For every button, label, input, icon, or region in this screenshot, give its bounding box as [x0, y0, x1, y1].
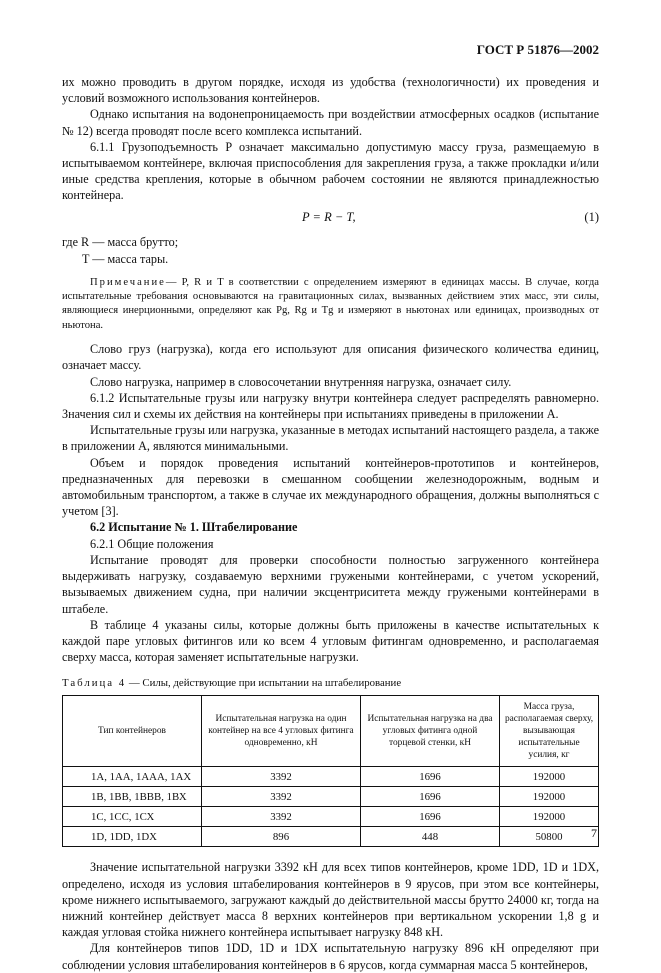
table-cell: 192000: [500, 787, 599, 807]
page-body: [62, 40, 599, 973]
note-label: Примечание: [90, 276, 166, 288]
table-row: [63, 807, 599, 827]
paragraph: Слово груз (нагрузка), когда его используют для описания физического количества единиц, означает массу.: [62, 342, 599, 373]
paragraph: Объем и порядок проведения испытаний контейнеров-прототипов и контейнеров, предназначенных для перевозки в смешанном сообщении железнодорожным, водным и автомобильным транспортом, а также в случае их международного обращения, должны выполняться с учетом [3].: [62, 455, 599, 519]
table-cell: 50800: [500, 827, 599, 847]
table-cell: 3392: [202, 787, 361, 807]
table-row: [63, 767, 599, 787]
note-text: — P, R и T в соответствии с определением измеряют в единицах массы. В случае, когда испытательные требования основываются на гравитационных силах, вызванных действием этих масс, эти силы, являющиеся инерционными, определяют как Pg, Rg и Tg и измеряют в ньютонах или единицах, производных от ньютона.: [62, 276, 599, 331]
formula-expression: P = R − T,: [302, 209, 356, 224]
table-row: [63, 787, 599, 807]
paragraph: Для контейнеров типов 1DD, 1D и 1DX испытательную нагрузку 896 кН определяют при соблюдении условия штабелирования контейнеров в 6 ярусов, когда суммарная масса 5 контейнеров,: [62, 941, 599, 972]
document-header: ГОСТ Р 51876—2002: [476, 42, 599, 57]
table-header-cell: Испытательная нагрузка на два угловых фитинга одной торцевой стенки, кН: [361, 696, 500, 767]
paragraph: Значение испытательной нагрузки 3392 кН для всех типов контейнеров, кроме 1DD, 1D и 1DX, определено, исходя из условия штабелирования контейнеров в 9 ярусов, при этом все контейнеры, кроме нижнего испытываемого, загружают каждый до действительной массы брутто 24000 кг, тогда на нижний контейнер действует масса 8 верхних контейнеров при вертикальном ускорении 1,8 g и каждая угловая стойка нижнего контейнера испытывает нагрузку 848 кН.: [62, 860, 599, 940]
table-header-cell: Тип контейнеров: [63, 696, 202, 767]
formula-legend: [62, 234, 599, 268]
table-cell: 192000: [500, 767, 599, 787]
paragraph: Однако испытания на водонепроницаемость при воздействии атмосферных осадков (испытание № 12) всегда проводят после всего комплекса испытаний.: [62, 107, 599, 138]
table-header-cell: Испытательная нагрузка на один контейнер на все 4 угловых фитинга одновременно, кН: [202, 696, 361, 767]
note: [62, 276, 599, 334]
legend-line: T — масса тары.: [82, 251, 169, 266]
table-header-cell: Масса груза, располагаемая сверху, вызывающая испытательные усилия, кг: [500, 696, 599, 767]
table-cell: 448: [361, 827, 500, 847]
paragraph: 6.1.1 Грузоподъемность P означает максимально допустимую массу груза, размещаемую в испытываемом контейнере, включая приспособления для закрепления груза, а также прокладки и/или иные средства крепления, которые в обычном рабочем состоянии не являются принадлежностью контейнера.: [62, 139, 599, 203]
formula-block: [62, 204, 599, 234]
table-cell: 3392: [202, 807, 361, 827]
table-cell: 1696: [361, 807, 500, 827]
table-caption-label: Таблица 4: [62, 677, 127, 690]
table-cell: 1D, 1DD, 1DX: [63, 827, 202, 847]
table-cell: 896: [202, 827, 361, 847]
paragraph: Слово нагрузка, например в словосочетании внутренняя нагрузка, означает силу.: [90, 374, 512, 389]
table-cell: 192000: [500, 807, 599, 827]
table-cell: 3392: [202, 767, 361, 787]
formula-number: (1): [584, 209, 599, 224]
table-header-row: [63, 696, 599, 767]
table-cell: 1С, 1СС, 1СХ: [63, 807, 202, 827]
table-cell: 1А, 1АА, 1ААА, 1АХ: [63, 767, 202, 787]
page-number: 7: [591, 826, 597, 840]
section-heading: 6.2 Испытание № 1. Штабелирование: [90, 520, 298, 535]
forces-table: [62, 695, 599, 847]
table-caption-text: — Силы, действующие при испытании на штабелирование: [128, 677, 402, 690]
paragraph: Испытание проводят для проверки способности полностью загруженного контейнера выдерживать нагрузку, создаваемую верхними гружеными контейнерами, с учетом ускорений, вызываемых движением судна, при наличии эксцентриситета между гружеными контейнерами в штабеле.: [62, 552, 599, 616]
table-cell: 1696: [361, 787, 500, 807]
paragraph: их можно проводить в другом порядке, исходя из удобства (технологичности) их проведения и условий возможного использования контейнеров.: [62, 75, 599, 106]
legend-line: где R — масса брутто;: [62, 234, 179, 249]
paragraph: 6.1.2 Испытательные грузы или нагрузку внутри контейнера следует распределять равномерно. Значения сил и схемы их действия на контейнеры при испытаниях приведены в приложении А.: [62, 390, 599, 422]
paragraph: В таблице 4 указаны силы, которые должны быть приложены в качестве испытательных к каждой паре угловых фитингов или ко всем 4 угловым фитингам одновременно, и располагаемая сверху масса, которая заменяет испытательные нагрузки.: [62, 617, 599, 665]
table-cell: 1В, 1ВВ, 1ВВВ, 1ВХ: [63, 787, 202, 807]
table-cell: 1696: [361, 767, 500, 787]
paragraph: Испытательные грузы или нагрузка, указанные в методах испытаний настоящего раздела, а также в приложении А, являются минимальными.: [62, 423, 599, 454]
subsection-heading: 6.2.1 Общие положения: [90, 536, 214, 551]
table-row: [63, 827, 599, 847]
table-caption: [62, 677, 599, 689]
